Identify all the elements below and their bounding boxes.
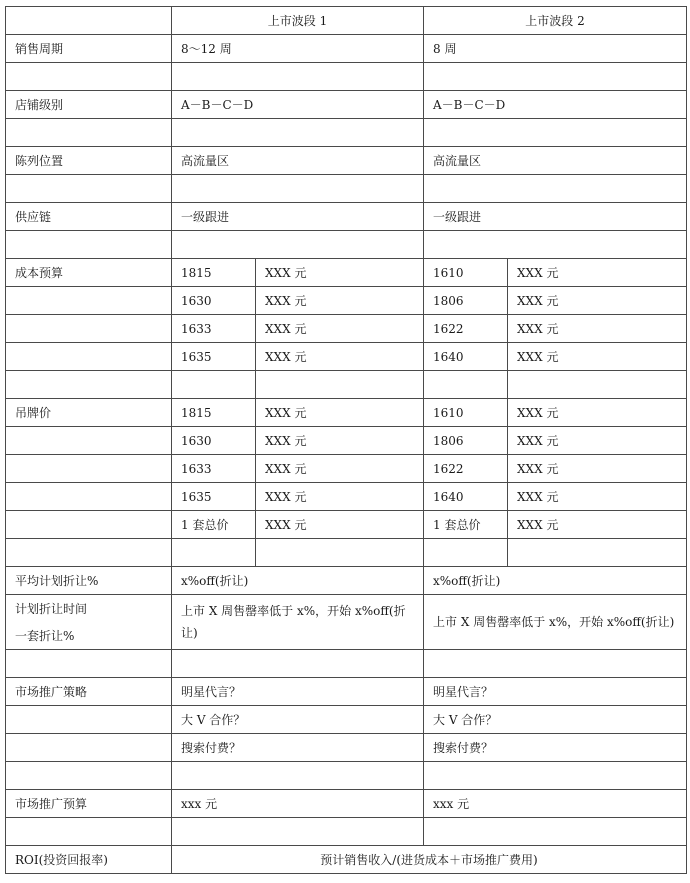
tag-code-w1: 1630 [172, 427, 256, 455]
cost-code-w2: 1806 [424, 287, 508, 315]
cost-code-w2: 1622 [424, 315, 508, 343]
promo-budget-label: 市场推广预算 [6, 790, 172, 818]
tag-value-w2: XXX 元 [508, 455, 687, 483]
promo-wave-1: 大 V 合作？ [172, 706, 424, 734]
sales-cycle-wave-2: 8 周 [424, 35, 687, 63]
tag-price-row [6, 511, 687, 539]
spacer-row [6, 650, 687, 678]
cost-code-w2: 1640 [424, 343, 508, 371]
cost-label: 成本预算 [6, 259, 172, 287]
tag-code-w2: 1640 [424, 483, 508, 511]
cost-value-w1: XXX 元 [256, 343, 424, 371]
tag-price-row [6, 399, 687, 427]
promo-row [6, 678, 687, 706]
cost-value-w2: XXX 元 [508, 315, 687, 343]
cost-row [6, 259, 687, 287]
promo-wave-1: 明星代言？ [172, 678, 424, 706]
cost-value-w1: XXX 元 [256, 287, 424, 315]
tag-value-w2: XXX 元 [508, 399, 687, 427]
cost-row [6, 343, 687, 371]
tag-value-w1: XXX 元 [256, 483, 424, 511]
promo-row [6, 734, 687, 762]
cost-row [6, 287, 687, 315]
supply-wave-1: 一级跟进 [172, 203, 424, 231]
set-discount-label: 一套折让% [6, 622, 172, 650]
sales-cycle-row [6, 35, 687, 63]
promo-label: 市场推广策略 [6, 678, 172, 706]
spacer-row [6, 231, 687, 259]
tag-code-w1: 1815 [172, 399, 256, 427]
tag-value-w1: XXX 元 [256, 511, 424, 539]
discount-time-wave-1: 上市 X 周售罄率低于 x%，开始 x%off(折让) [172, 595, 424, 650]
store-level-label: 店铺级别 [6, 91, 172, 119]
cost-value-w2: XXX 元 [508, 287, 687, 315]
cost-value-w2: XXX 元 [508, 259, 687, 287]
roi-formula: 预计销售收入/(进货成本＋市场推广费用) [172, 846, 687, 874]
cost-code-w1: 1633 [172, 315, 256, 343]
store-level-wave-1: A－B－C－D [172, 91, 424, 119]
roi-row [6, 846, 687, 874]
avg-discount-row [6, 567, 687, 595]
store-level-row [6, 91, 687, 119]
header-empty-cell [6, 7, 172, 35]
cost-code-w1: 1815 [172, 259, 256, 287]
spacer-row [6, 539, 687, 567]
tag-code-w1: 1 套总价 [172, 511, 256, 539]
launch-plan-table [5, 6, 687, 874]
cost-value-w2: XXX 元 [508, 343, 687, 371]
spacer-row [6, 818, 687, 846]
promo-budget-row [6, 790, 687, 818]
display-wave-2: 高流量区 [424, 147, 687, 175]
cost-code-w1: 1635 [172, 343, 256, 371]
supply-row [6, 203, 687, 231]
avg-discount-wave-2: x%off(折让) [424, 567, 687, 595]
promo-wave-2: 明星代言？ [424, 678, 687, 706]
sales-cycle-wave-1: 8～12 周 [172, 35, 424, 63]
display-label: 陈列位置 [6, 147, 172, 175]
cost-code-w1: 1630 [172, 287, 256, 315]
promo-wave-2: 大 V 合作？ [424, 706, 687, 734]
header-wave-2: 上市波段 2 [424, 7, 687, 35]
store-level-wave-2: A－B－C－D [424, 91, 687, 119]
tag-value-w1: XXX 元 [256, 399, 424, 427]
header-wave-1: 上市波段 1 [172, 7, 424, 35]
supply-wave-2: 一级跟进 [424, 203, 687, 231]
tag-price-label: 吊牌价 [6, 399, 172, 427]
sales-cycle-label: 销售周期 [6, 35, 172, 63]
display-wave-1: 高流量区 [172, 147, 424, 175]
cost-row [6, 315, 687, 343]
tag-value-w2: XXX 元 [508, 483, 687, 511]
avg-discount-wave-1: x%off(折让) [172, 567, 424, 595]
discount-time-row [6, 595, 687, 623]
tag-code-w2: 1622 [424, 455, 508, 483]
promo-budget-wave-2: xxx 元 [424, 790, 687, 818]
spacer-row [6, 63, 687, 91]
promo-wave-1: 搜索付费？ [172, 734, 424, 762]
spacer-row [6, 175, 687, 203]
spacer-row [6, 762, 687, 790]
tag-code-w1: 1635 [172, 483, 256, 511]
display-row [6, 147, 687, 175]
tag-price-row [6, 427, 687, 455]
avg-discount-label: 平均计划折让% [6, 567, 172, 595]
promo-wave-2: 搜索付费？ [424, 734, 687, 762]
cost-value-w1: XXX 元 [256, 259, 424, 287]
cost-value-w1: XXX 元 [256, 315, 424, 343]
tag-value-w2: XXX 元 [508, 511, 687, 539]
discount-time-label: 计划折让时间 [6, 595, 172, 623]
supply-label: 供应链 [6, 203, 172, 231]
tag-value-w1: XXX 元 [256, 455, 424, 483]
cost-code-w2: 1610 [424, 259, 508, 287]
tag-price-row [6, 483, 687, 511]
header-row [6, 7, 687, 35]
tag-value-w2: XXX 元 [508, 427, 687, 455]
tag-code-w2: 1806 [424, 427, 508, 455]
tag-code-w1: 1633 [172, 455, 256, 483]
spacer-row [6, 371, 687, 399]
tag-price-row [6, 455, 687, 483]
discount-time-wave-2: 上市 X 周售罄率低于 x%，开始 x%off(折让) [424, 595, 687, 650]
promo-budget-wave-1: xxx 元 [172, 790, 424, 818]
roi-label: ROI(投资回报率) [6, 846, 172, 874]
spacer-row [6, 119, 687, 147]
promo-row [6, 706, 687, 734]
tag-code-w2: 1 套总价 [424, 511, 508, 539]
tag-value-w1: XXX 元 [256, 427, 424, 455]
tag-code-w2: 1610 [424, 399, 508, 427]
